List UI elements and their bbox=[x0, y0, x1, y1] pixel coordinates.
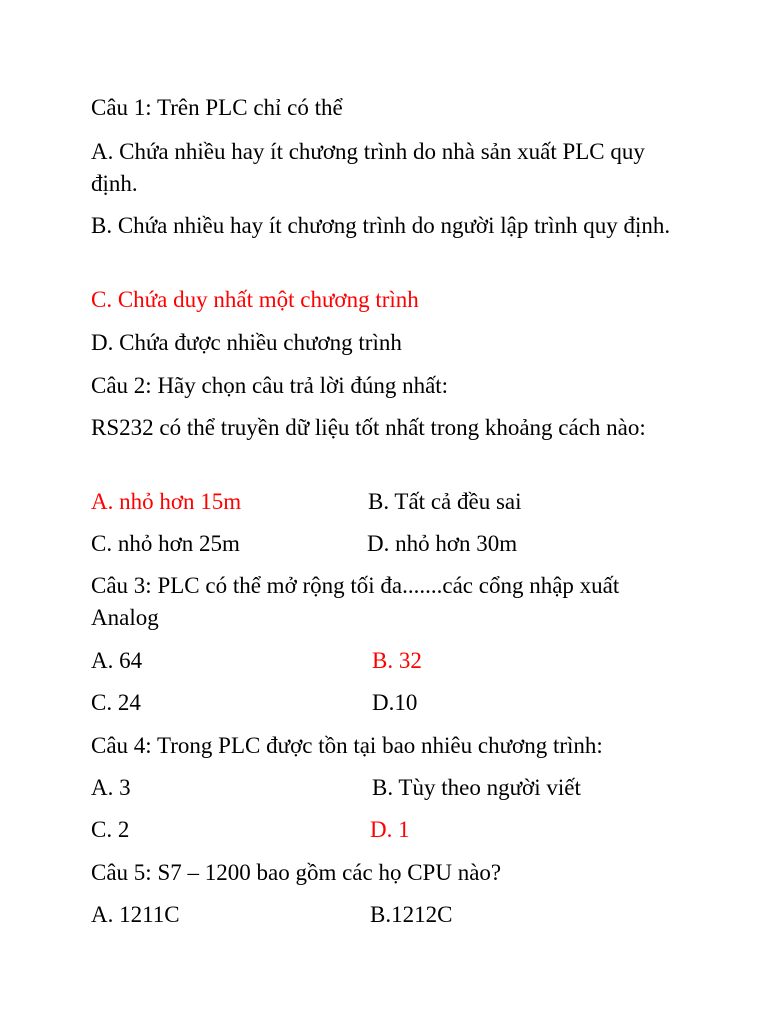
q2-option-a-correct: A. nhỏ hơn 15m bbox=[91, 489, 242, 514]
q2-question: Câu 2: Hãy chọn câu trả lời đúng nhất: bbox=[91, 373, 449, 398]
q3-option-a: A. 64 bbox=[91, 648, 143, 673]
q5-question: Câu 5: S7 – 1200 bao gồm các họ CPU nào? bbox=[91, 860, 502, 885]
q1-option-b: B. Chứa nhiều hay ít chương trình do người lập trình quy định. bbox=[91, 213, 671, 238]
q2-detail: RS232 có thể truyền dữ liệu tốt nhất trong khoảng cách nào: bbox=[91, 415, 646, 440]
q2-option-c: C. nhỏ hơn 25m bbox=[91, 531, 240, 556]
q1-option-a: A. Chứa nhiều hay ít chương trình do nhà sản xuất PLC quy định. bbox=[91, 139, 645, 196]
q2-option-d: D. nhỏ hơn 30m bbox=[367, 531, 518, 556]
q3-option-c: C. 24 bbox=[91, 690, 141, 715]
q4-option-c: C. 2 bbox=[91, 817, 130, 842]
q3-question: Câu 3: PLC có thể mở rộng tối đa.......các cổng nhập xuất Analog bbox=[91, 573, 620, 630]
q1-option-c-correct: C. Chứa duy nhất một chương trình bbox=[91, 287, 419, 312]
q5-option-a: A. 1211C bbox=[91, 902, 180, 927]
q4-option-a: A. 3 bbox=[91, 775, 131, 800]
q2-option-b: B. Tất cả đều sai bbox=[368, 489, 522, 514]
q4-option-d-correct: D. 1 bbox=[370, 817, 410, 842]
q1-option-d: D. Chứa được nhiều chương trình bbox=[91, 330, 402, 355]
q5-option-b: B.1212C bbox=[370, 902, 453, 927]
q3-option-d: D.10 bbox=[372, 690, 418, 715]
q1-question: Câu 1: Trên PLC chỉ có thể bbox=[91, 95, 343, 120]
q4-option-b: B. Tùy theo người viết bbox=[372, 775, 581, 800]
q3-option-b-correct: B. 32 bbox=[372, 648, 422, 673]
q4-question: Câu 4: Trong PLC được tồn tại bao nhiêu chương trình: bbox=[91, 733, 603, 758]
